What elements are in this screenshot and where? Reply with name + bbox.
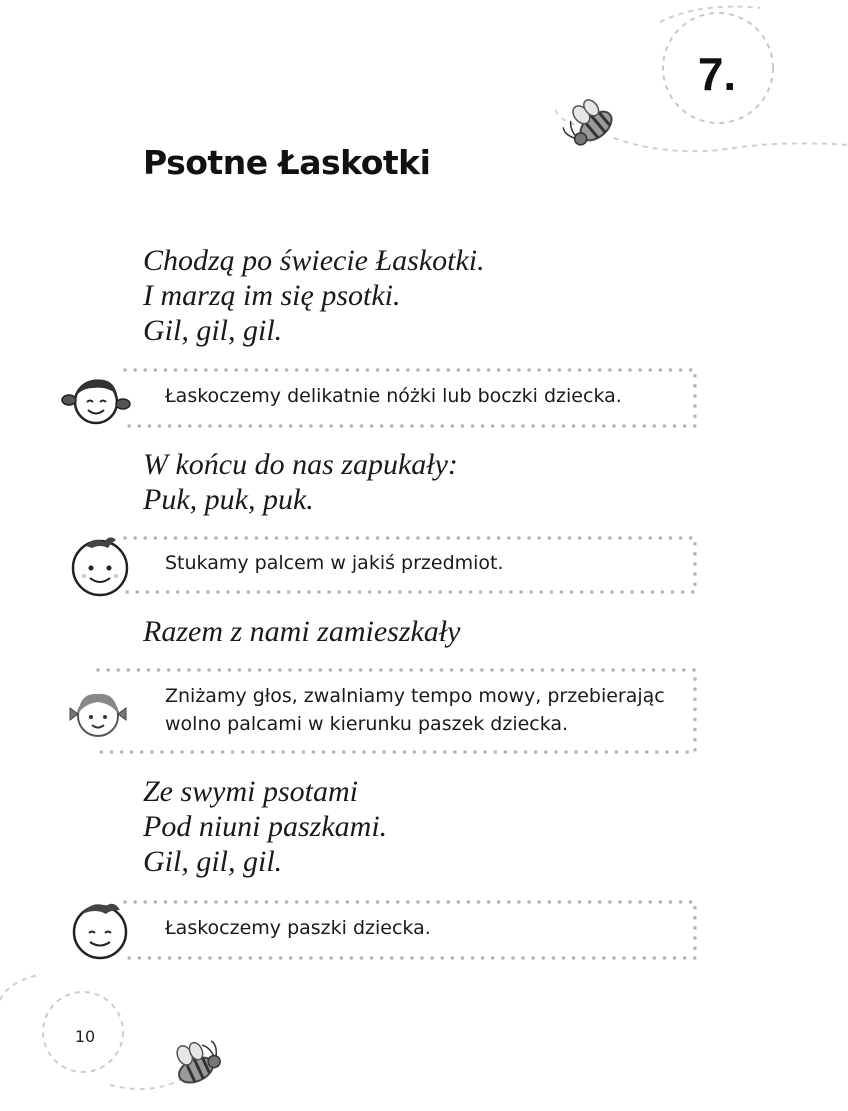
verse-line: Ze swymi psotami [143,775,359,808]
girl-pigtails-face-icon [62,379,130,423]
girl-bows-face-icon [70,694,126,736]
note-line: wolno palcami w kierunku paszek dziecka. [165,713,569,735]
bottom-flight-path-right [110,1080,180,1089]
instruction-note [165,682,665,738]
chapter-number: 7. [697,48,737,100]
verse-line: Gil, gil, gil. [143,314,283,347]
bee-icon [168,1033,226,1088]
verse-line: Pod niuni paszkami. [143,810,388,843]
bottom-flight-path-left [0,975,40,1000]
note-line: Łaskoczemy delikatnie nóżki lub boczki dziecka. [165,385,622,407]
instruction-note [165,914,431,942]
page-title: Psotne Łaskotki [143,143,431,182]
verse-line: Chodzą po świecie Łaskotki. [143,244,485,277]
verse-line: Puk, puk, puk. [143,483,314,516]
note-line: Stukamy palcem w jakiś przedmiot. [165,552,504,574]
verse-line: Gil, gil, gil. [143,845,283,878]
stanza [143,614,460,649]
verse-line: I marzą im się psotki. [143,279,401,312]
page-number: 10 [74,1027,96,1046]
boy-face-icon [74,904,126,958]
note-line: Łaskoczemy paszki dziecka. [165,917,431,939]
stanza [143,447,458,517]
stanza [143,774,387,879]
boy-face-icon [73,537,127,595]
instruction-note [165,549,504,577]
verse-line: Razem z nami zamieszkały [143,615,461,648]
bee-icon [557,93,617,152]
instruction-note [165,382,622,410]
bee-flight-path-top [614,138,848,151]
verse-line: W końcu do nas zapukały: [143,448,458,481]
note-line: Zniżamy głos, zwalniamy tempo mowy, przebierając [165,685,665,707]
stanza [143,243,485,348]
